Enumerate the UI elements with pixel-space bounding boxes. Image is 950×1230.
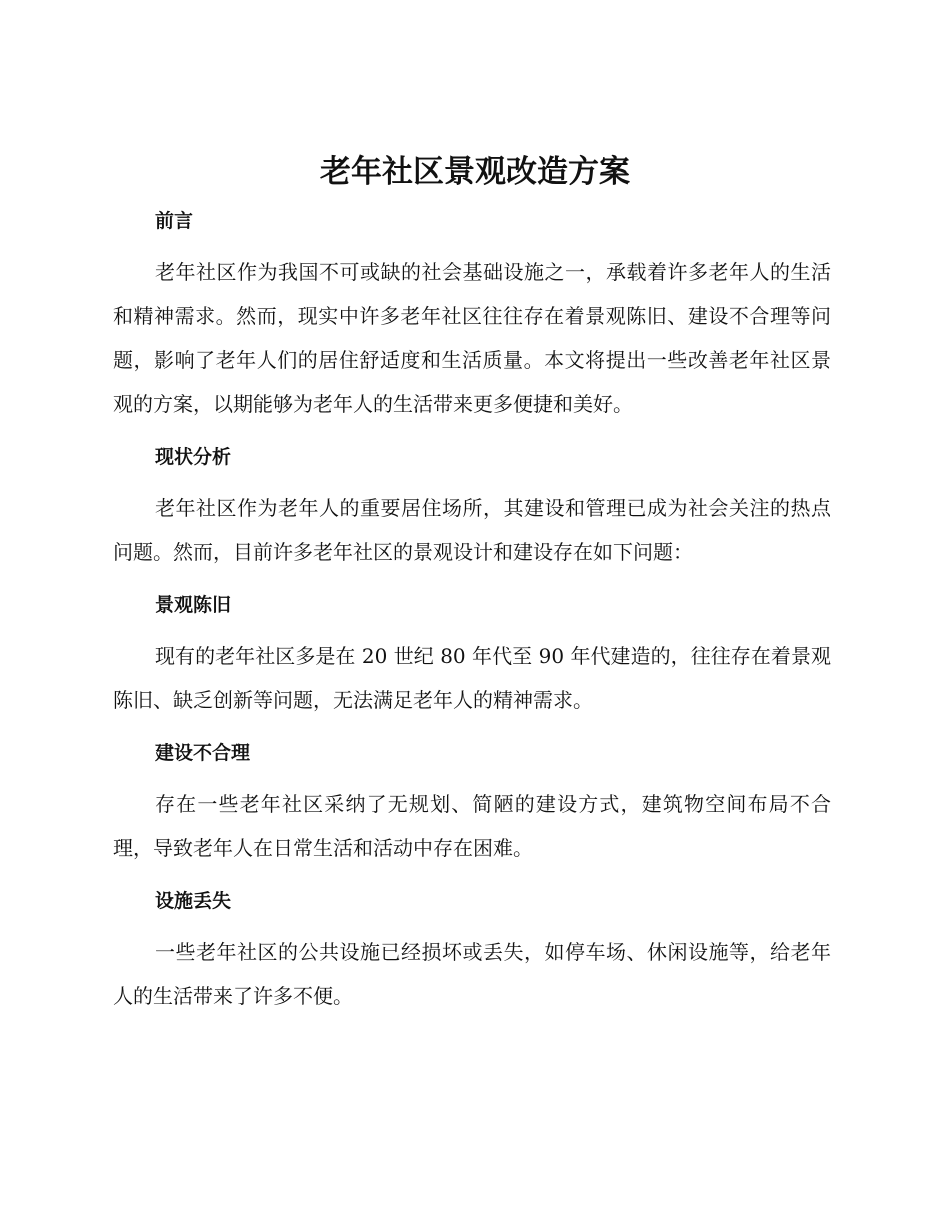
section-heading: 设施丢失 bbox=[155, 890, 232, 912]
section-preface bbox=[113, 200, 831, 426]
document-title: 老年社区景观改造方案 bbox=[320, 154, 630, 190]
section-paragraph: 一些老年社区的公共设施已经损坏或丢失，如停车场、休闲设施等，给老年人的生活带来了许多不便。 bbox=[113, 940, 831, 1008]
section-paragraph: 现有的老年社区多是在 20 世纪 80 年代至 90 年代建造的，往往存在着景观陈旧、缺乏创新等问题，无法满足老年人的精神需求。 bbox=[113, 644, 831, 712]
section-outdated-landscape bbox=[113, 584, 831, 722]
section-current-analysis bbox=[113, 436, 831, 574]
section-missing-facilities bbox=[113, 880, 831, 1018]
section-paragraph: 老年社区作为老年人的重要居住场所，其建设和管理已成为社会关注的热点问题。然而，目前许多老年社区的景观设计和建设存在如下问题： bbox=[113, 496, 831, 564]
document-body bbox=[113, 200, 831, 1018]
section-heading: 前言 bbox=[155, 210, 194, 232]
section-paragraph: 老年社区作为我国不可或缺的社会基础设施之一，承载着许多老年人的生活和精神需求。然而，现实中许多老年社区往往存在着景观陈旧、建设不合理等问题，影响了老年人们的居住舒适度和生活质量。本文将提出一些改善老年社区景观的方案，以期能够为老年人的生活带来更多便捷和美好。 bbox=[113, 260, 831, 416]
section-unreasonable-construction bbox=[113, 732, 831, 870]
section-heading: 现状分析 bbox=[155, 446, 232, 468]
section-heading: 建设不合理 bbox=[155, 742, 251, 764]
section-paragraph: 存在一些老年社区采纳了无规划、简陋的建设方式，建筑物空间布局不合理，导致老年人在日常生活和活动中存在困难。 bbox=[113, 792, 831, 860]
section-heading: 景观陈旧 bbox=[155, 594, 232, 616]
